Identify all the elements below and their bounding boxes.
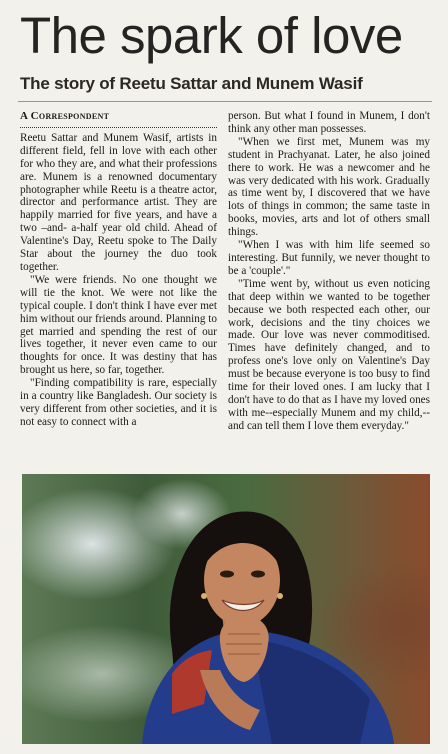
subheadline: The story of Reetu Sattar and Munem Wasif [20,74,363,93]
title-divider [18,101,432,102]
byline: A Correspondent [20,110,110,122]
byline-divider [20,127,217,128]
paragraph: "When we first met, Munem was my student in Prachyanat. Later, he also joined there to work. He was a newcomer and he was very dedicated with his work. Gradually as time went by, I discovered that we have lots of things in common; the same taste in books, movies, arts and lot of others small things. [228,135,430,239]
headline: The spark of love [20,7,403,64]
paragraph: "We were friends. No one thought we will tie the knot. We were not like the typical couple. I don't think I have ever met him without our friends around. Planning to get married and spending the rest of our lives together, it never even came to our thoughts for once. It was destiny that has brought us here, so far, together. [20,273,217,377]
paragraph: Reetu Sattar and Munem Wasif, artists in different field, fell in love with each other for who they are, and what their professions are. Munem is a renowned documentary photographer while Reetu is a theatre actor, director and performance artist. They are happily married for five years, and have a two –and- a-half year old child. Ahead of Valentine's Day, Reetu spoke to The Daily Star about the journey the duo took together. [20,131,217,273]
article-column-right [228,110,430,433]
paragraph: "Finding compatibility is rare, especially in a country like Bangladesh. Our society is very different from other societies, and it is not easy to connect with a [20,377,217,428]
paragraph: person. But what I found in Munem, I don't think any other man possesses. [228,110,430,135]
portrait-photo [22,474,430,744]
paragraph: "When I was with him life seemed so interesting. But funnily, we never thought to be a 'couple'." [228,239,430,277]
article-column-left [20,110,217,429]
paragraph: "Time went by, without us even noticing that deep within we wanted to be together because we both respected each other, our work, decisions and the tiny choices we made. Our love was never commoditised. Times have definitely changed, and to profess one's love only on Valentine's Day must be because everyone is too busy to find time for their loved ones. I am lucky that I don't have to do that as I have my loved ones with me--especially Munem and my child,-- and can tell them I love them everyday." [228,277,430,432]
